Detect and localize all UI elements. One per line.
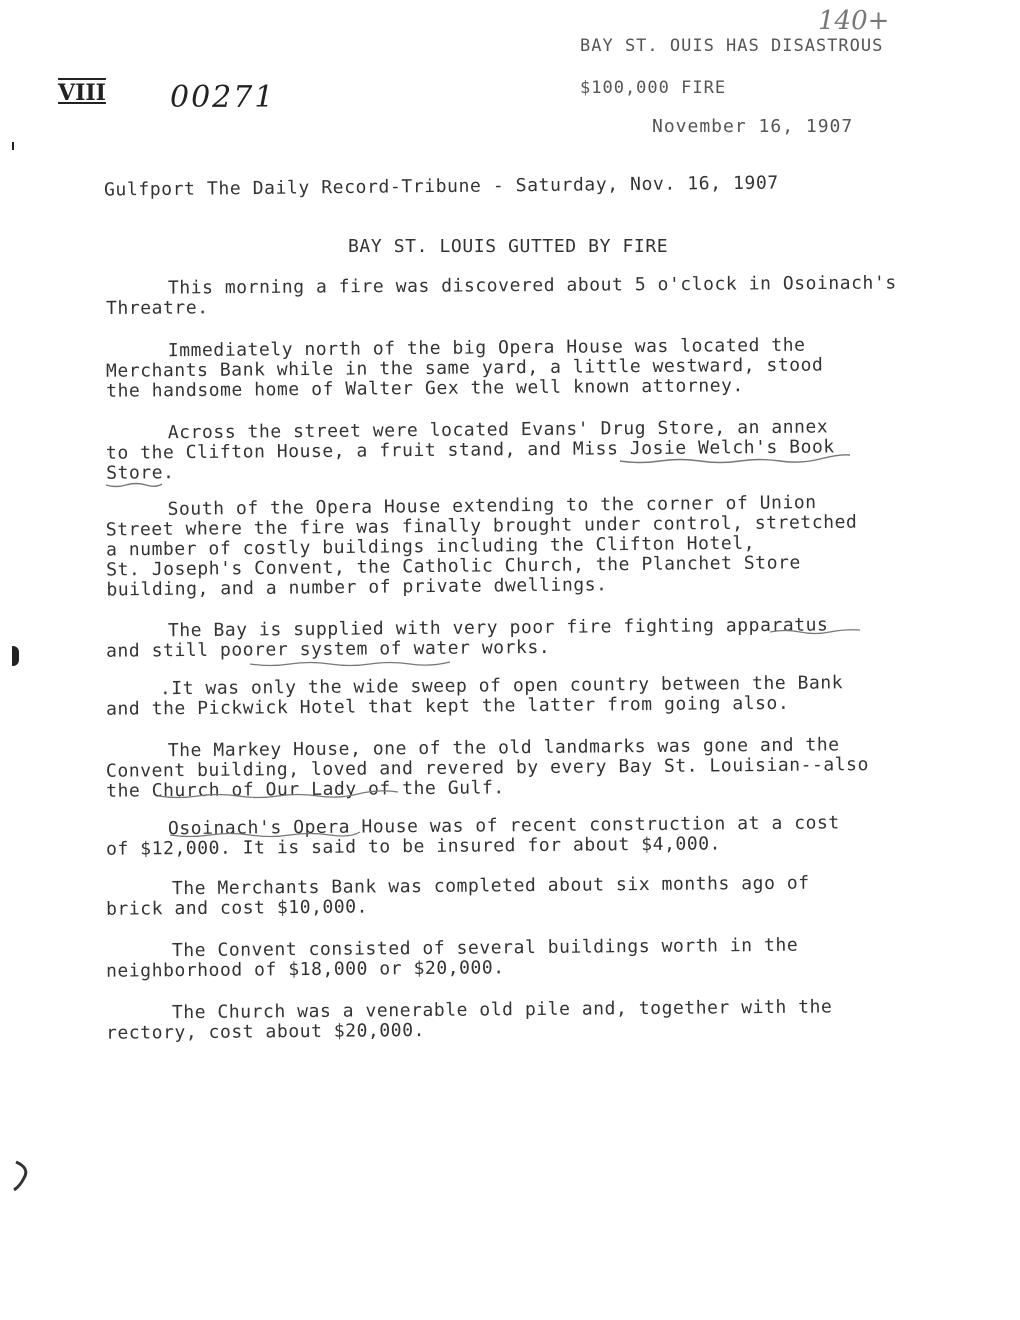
edge-mark-curve [10,1160,34,1194]
paragraph-line: the handsome home of Walter Gex the well known attorney. [106,375,744,402]
headline-line-1: BAY ST. OUIS HAS DISASTROUS [580,36,884,56]
paragraph-line: Store. [106,462,175,484]
paragraph-line: Street where the fire was finally brought under control, stretched [105,511,858,541]
headline-line-2: $100,000 FIRE [580,78,727,98]
paragraph-line: brick and cost $10,000. [106,896,369,920]
paragraph-line: Across the street were located Evans' Drug Store, an annex [167,416,829,444]
paragraph-line: the Church of Our Lady of the Gulf. [106,777,505,802]
paragraph-line: The Church was a venerable old pile and, together with the [171,996,833,1024]
underline-stroke [170,832,360,837]
roman-numeral-stamp: VIII [58,80,106,106]
underline-stroke [620,455,850,463]
paragraph-line: Immediately north of the big Opera House was located the [167,334,806,362]
paragraph-line: of $12,000. It is said to be insured for about $4,000. [106,833,722,860]
underline-stroke [250,662,450,666]
edge-mark [12,646,19,666]
headline-date: November 16, 1907 [652,116,854,137]
paragraph-line: The Convent consisted of several buildings worth in the [171,934,799,962]
paragraph-line: Merchants Bank while in the same yard, a little westward, stood [105,354,824,382]
source-line: Gulfport The Daily Record-Tribune - Saturday, Nov. 16, 1907 [103,172,779,201]
paragraph-line: This morning a fire was discovered about 5 o'clock in Osoinach's [167,272,897,299]
paragraph-line: Convent building, loved and revered by every Bay St. Louisian--also [105,754,870,782]
paragraph-line: Osoinach's Opera House was of recent construction at a cost [167,812,840,840]
paragraph-line: rectory, cost about $20,000. [106,1019,426,1044]
edge-mark [12,142,14,150]
paragraph-line: to the Clifton House, a fruit stand, and Miss Josie Welch's Book [105,436,835,464]
paragraph-line: St. Joseph's Convent, the Catholic Church, the Planchet Store [106,552,801,581]
underline-stroke [770,630,860,634]
paragraph-line: neighborhood of $18,000 or $20,000. [106,957,505,982]
paragraph-line: and still poorer system of water works. [106,636,551,662]
paragraph-line: The Merchants Bank was completed about six months ago of [171,872,810,900]
handwritten-note: 140+ [818,6,890,36]
paragraph-line: South of the Opera House extending to the corner of Union [167,492,817,520]
paragraph-line: a number of costly buildings including the Clifton Hotel, [105,532,756,561]
underline-stroke [158,791,398,798]
paragraph-line: Threatre. [106,297,209,320]
paragraph-line: .It was only the wide sweep of open country between the Bank [159,672,844,700]
underline-stroke [106,484,162,487]
article-title: BAY ST. LOUIS GUTTED BY FIRE [348,236,669,257]
paragraph-line: building, and a number of private dwellings. [106,574,608,601]
paragraph-line: The Bay is supplied with very poor fire fighting apparatus [167,614,829,642]
paragraph-line: The Markey House, one of the old landmarks was gone and the [167,734,840,762]
document-number: 00271 [170,80,276,115]
paragraph-line: and the Pickwick Hotel that kept the latter from going also. [106,692,790,720]
